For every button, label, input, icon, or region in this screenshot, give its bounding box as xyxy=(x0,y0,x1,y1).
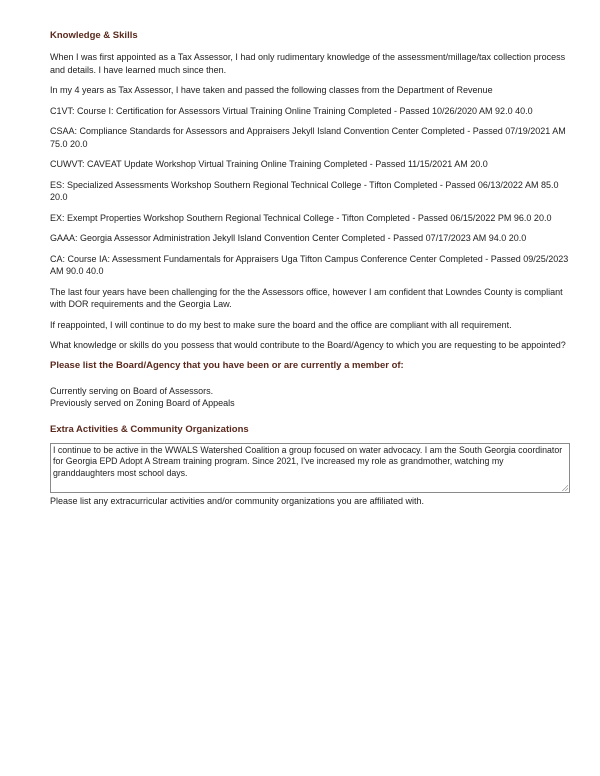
knowledge-intro: When I was first appointed as a Tax Assessor, I had only rudimentary knowledge of the assessment/millage/tax collection process and details. I have learned much since then. xyxy=(50,52,566,75)
class-entry: CA: Course IA: Assessment Fundamentals for Appraisers Uga Tifton Campus Conference Center Completed - Passed 09/25/2023 AM 90.0 40.0 xyxy=(50,253,569,276)
boards-line-current: Currently serving on Board of Assessors. xyxy=(50,385,214,396)
knowledge-closing-2: If reappointed, I will continue to do my best to make sure the board and the office are compliant with all requirement. xyxy=(50,319,512,330)
resize-grip-icon[interactable] xyxy=(562,485,568,491)
boards-line-previous: Previously served on Zoning Board of Appeals xyxy=(50,398,235,408)
boards-heading: Please list the Board/Agency that you have been or are currently a member of: xyxy=(50,359,404,371)
class-entry: CSAA: Compliance Standards for Assessors and Appraisers Jekyll Island Convention Center Completed - Passed 07/19/2021 AM 75.0 20.0 xyxy=(50,126,566,149)
extra-activities-helper: Please list any extracurricular activities and/or community organizations you are affiliated with. xyxy=(50,495,425,506)
extra-activities-heading: Extra Activities & Community Organizations xyxy=(50,423,249,435)
class-entry: GAAA: Georgia Assessor Administration Jekyll Island Convention Center Completed - Passed 07/17/2023 AM 94.0 20.0 xyxy=(50,233,527,243)
knowledge-question: What knowledge or skills do you possess that would contribute to the Board/Agency to which you are requesting to be appointed? xyxy=(50,340,566,350)
extra-activities-textarea[interactable] xyxy=(50,443,570,493)
classes-intro: In my 4 years as Tax Assessor, I have taken and passed the following classes from the Department of Revenue xyxy=(50,85,493,95)
knowledge-skills-heading: Knowledge & Skills xyxy=(50,30,138,41)
class-entry: EX: Exempt Properties Workshop Southern Regional Technical College - Tifton Completed - Passed 06/15/2022 PM 96.0 20.0 xyxy=(50,212,552,223)
class-entry: ES: Specialized Assessments Workshop Southern Regional Technical College - Tifton Completed - Passed 06/13/2022 AM 85.0 20.0 xyxy=(50,179,559,202)
application-form-page xyxy=(50,30,574,507)
class-entry: C1VT: Course I: Certification for Assessors Virtual Training Online Training Completed - Passed 10/26/2020 AM 92.0 40.0 xyxy=(50,105,533,116)
knowledge-closing-1: The last four years have been challenging for the the Assessors office, however I am confident that Lowndes County is compliant with DOR requirements and the Georgia Law. xyxy=(50,286,563,309)
class-entry: CUWVT: CAVEAT Update Workshop Virtual Training Online Training Completed - Passed 11/15/2021 AM 20.0 xyxy=(50,159,488,169)
extra-activities-answer: I continue to be active in the WWALS Watershed Coalition a group focused on water advocacy. I am the South Georgia coordinator for Georgia EPD Adopt A Stream training program. Since 2021, I've increased my role as grandmother, watching my granddaughters most school days. xyxy=(53,444,563,478)
